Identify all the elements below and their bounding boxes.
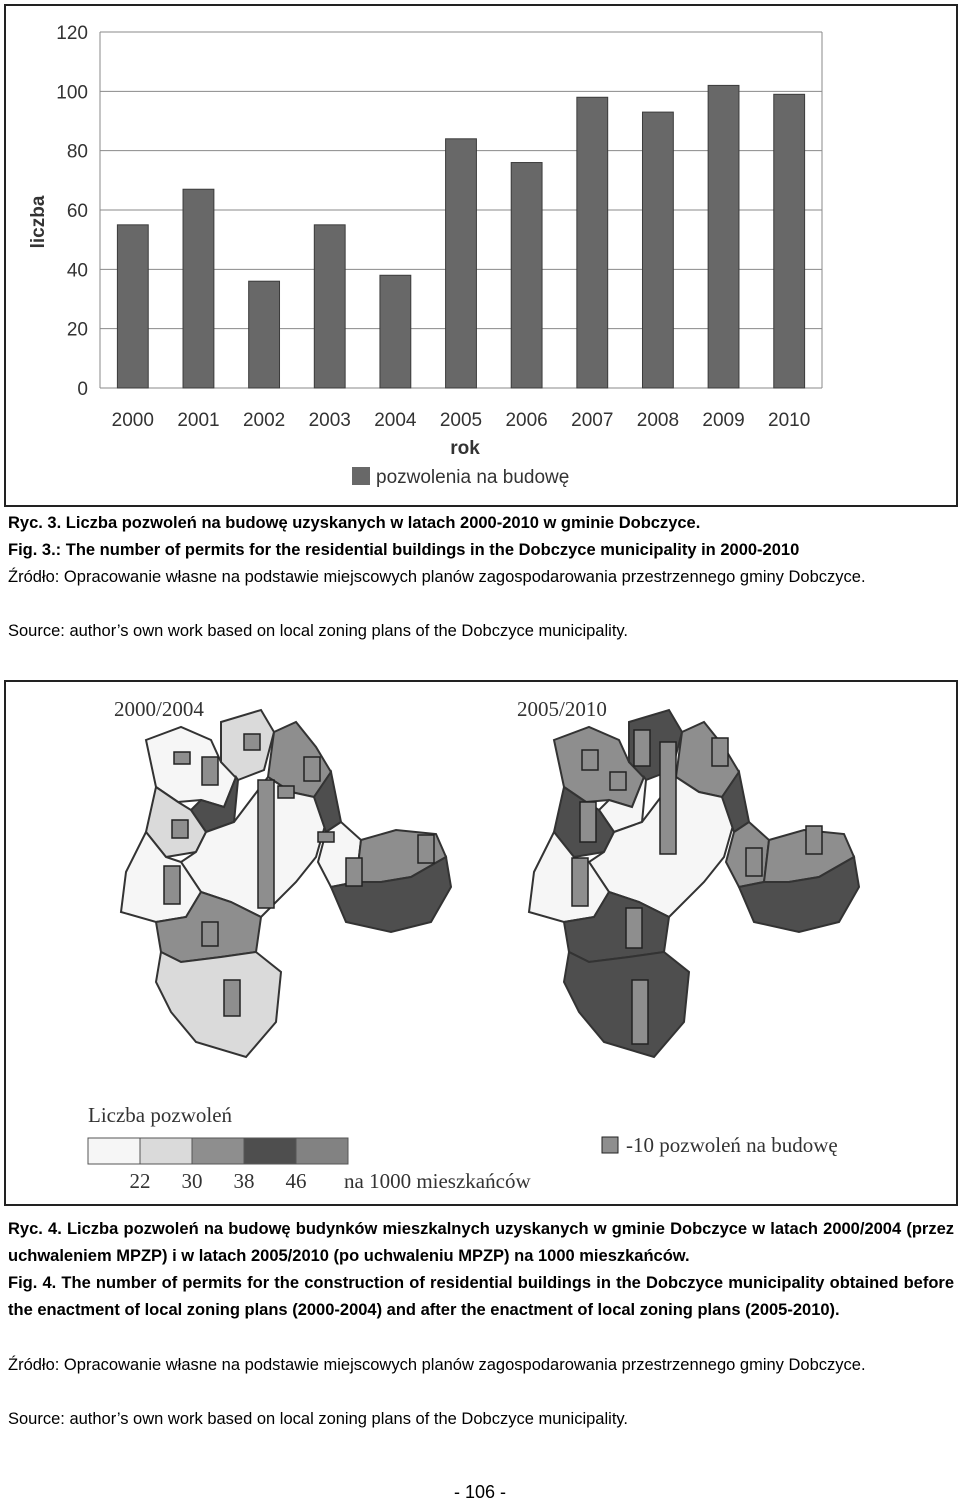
legend-title: Liczba pozwoleń [88, 1103, 233, 1127]
fig3-title: Fig. 3.: The number of permits for the residential buildings in the Dobczyce municipality in 2000-2010 [8, 541, 800, 559]
x-axis-label: rok [450, 438, 480, 459]
x-tick-label: 2006 [505, 410, 548, 431]
bar-2005 [446, 139, 477, 388]
ryc3-title: Ryc. 3. Liczba pozwoleń na budowę uzyskanych w latach 2000-2010 w gminie Dobczyce. [8, 514, 701, 532]
bar-2000 [117, 225, 148, 388]
x-tick-label: 2004 [374, 410, 417, 431]
y-axis-label: liczba [28, 195, 49, 249]
map-figure-frame [4, 680, 958, 1206]
x-tick-label: 2007 [571, 410, 614, 431]
y-tick-label: 0 [77, 379, 88, 400]
y-tick-label: 80 [66, 141, 88, 163]
y-tick-label: 60 [66, 201, 88, 222]
y-tick-label: 40 [66, 260, 88, 282]
ryc3-source-en: Source: author’s own work based on local zoning plans of the Dobczyce municipality. [8, 622, 629, 640]
y-tick-label: 120 [56, 23, 88, 44]
x-tick-label: 2008 [636, 410, 680, 431]
legend-color-scale [88, 1138, 348, 1164]
legend-label: pozwolenia na budowę [376, 467, 570, 488]
legend-scale-46: 46 [285, 1169, 307, 1193]
bar-2004 [380, 275, 411, 388]
legend-bar-swatch [602, 1137, 618, 1153]
legend-scale-22: 22 [129, 1169, 151, 1193]
legend-unit: na 1000 mieszkańców [344, 1169, 531, 1193]
bar-2010 [774, 94, 805, 388]
ryc4-source-pl: Źródło: Opracowanie własne na podstawie miejscowych planów zagospodarowania przestrzennego gminy Dobczyce. [8, 1356, 866, 1374]
legend-scale-38: 38 [233, 1169, 255, 1193]
ryc4-title: Ryc. 4. Liczba pozwoleń na budowę budynków mieszkalnych uzyskanych w gminie Dobczyce w latach 2000/2004 (przez uchwaleniem MPZP) i w latach 2005/2010 (po uchwaleniu MPZP) na 1000 mieszkańców. [8, 1220, 954, 1265]
legend-swatch [352, 467, 370, 485]
x-tick-label: 2010 [768, 410, 811, 431]
bar-chart [6, 6, 956, 505]
page-number: - 106 - [453, 1482, 507, 1502]
fig4-title: Fig. 4. The number of permits for the construction of residential buildings in the Dobczyce municipality obtained before the enactment of local zoning plans (2000-2004) and after the enactment of local zoning plans (2005-2010). [8, 1274, 954, 1319]
legend-scale-30: 30 [181, 1169, 203, 1193]
bar-2003 [314, 225, 345, 388]
x-tick-label: 2000 [111, 410, 154, 431]
legend-bar-label: -10 pozwoleń na budowę [626, 1133, 838, 1157]
map-title-2005-2010: 2005/2010 [517, 697, 607, 721]
map-title-2000-2004: 2000/2004 [114, 697, 204, 721]
bar-2008 [642, 112, 673, 388]
bar-2007 [577, 97, 608, 388]
x-tick-label: 2005 [439, 410, 483, 431]
y-tick-label: 100 [56, 82, 88, 104]
x-tick-label: 2002 [242, 410, 286, 431]
x-tick-label: 2003 [308, 410, 351, 431]
bar-2006 [511, 163, 542, 388]
ryc3-source-pl: Źródło: Opracowanie własne na podstawie miejscowych planów zagospodarowania przestrzennego gminy Dobczyce. [8, 568, 866, 586]
x-tick-label: 2001 [177, 410, 220, 431]
bar-2009 [708, 85, 739, 388]
bar-chart-frame [4, 4, 958, 507]
x-tick-label: 2009 [702, 410, 745, 431]
bar-2002 [249, 281, 280, 388]
y-tick-label: 20 [66, 319, 88, 341]
ryc4-source-en: Source: author’s own work based on local zoning plans of the Dobczyce municipality. [8, 1410, 629, 1428]
bar-2001 [183, 189, 214, 388]
choropleth-maps [6, 682, 956, 1204]
